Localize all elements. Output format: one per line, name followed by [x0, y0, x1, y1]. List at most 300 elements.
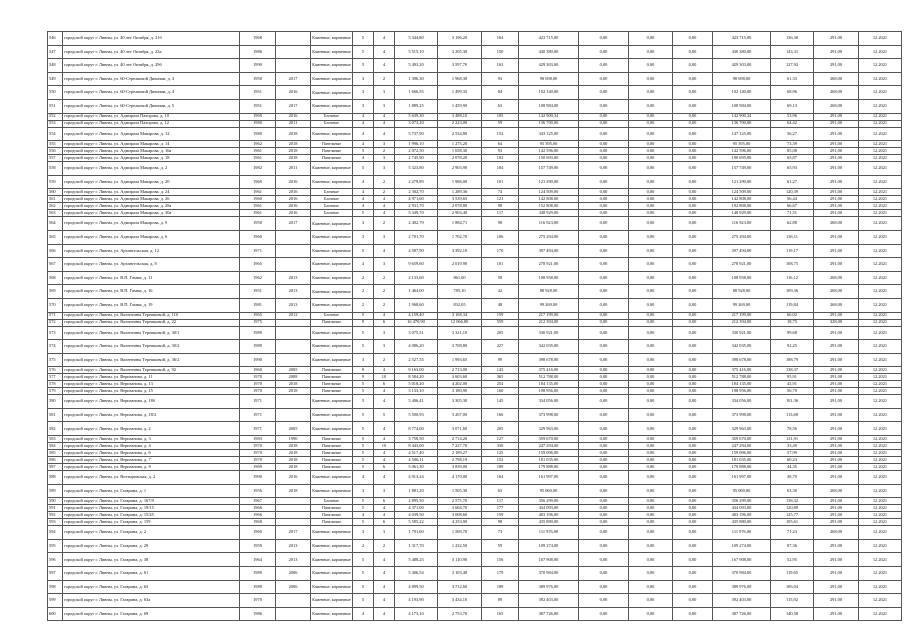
- cost-cell: 429 303,00: [519, 59, 579, 73]
- wall-material-cell: Блочные: [311, 498, 353, 505]
- deadline-cell: 12.2021: [859, 141, 902, 148]
- specific-cost-cell: 136,30: [771, 32, 814, 46]
- deadline-cell: 12.2021: [859, 367, 902, 374]
- zero-cell-2: 0,00: [629, 271, 673, 285]
- entrances-cell: 4: [374, 32, 395, 46]
- cost-cell: 512 788,00: [519, 374, 579, 381]
- floors-cell: 4: [353, 175, 374, 189]
- floors-cell: 5: [353, 519, 374, 526]
- specific-cost-cell: 101,36: [771, 395, 814, 409]
- floors-cell: 3: [353, 99, 374, 113]
- zero-cell-1: 0,00: [579, 141, 629, 148]
- address-cell: городской округ г. Ливны, ул. 40 лет Октября, д. 21б: [63, 32, 240, 46]
- total-area-cell: 16 470,90: [395, 319, 438, 326]
- total-cost-cell: 370 984,00: [713, 567, 771, 581]
- wall-material-cell: Каменные, кирпичные: [311, 258, 353, 272]
- cost-cell: 398 678,00: [519, 353, 579, 367]
- residents-cell: 179: [482, 567, 519, 581]
- cost-cell: 217 199,00: [519, 312, 579, 319]
- wall-material-cell: Панельные: [311, 436, 353, 443]
- wall-material-cell: Каменные, кирпичные: [311, 395, 353, 409]
- cost-cell: 95 060,00: [519, 484, 579, 498]
- residents-cell: 98: [482, 203, 519, 210]
- floors-cell: 4: [353, 120, 374, 127]
- table-row: [48, 505, 902, 512]
- wall-material-cell: Каменные, кирпичные: [311, 230, 353, 244]
- specific-cost-cell: 119,84: [771, 298, 814, 312]
- wall-material-cell: Каменные, кирпичные: [311, 526, 353, 540]
- zero-cell-2: 0,00: [629, 99, 673, 113]
- renovation-year-cell: [276, 519, 311, 526]
- deadline-cell: 12.2021: [859, 505, 902, 512]
- residents-cell: 48: [482, 298, 519, 312]
- total-cost-cell: 329 963,00: [713, 422, 771, 436]
- zero-cell-2: 0,00: [629, 285, 673, 299]
- floors-cell: 2: [353, 285, 374, 299]
- max-fee-cell: 291,00: [814, 471, 859, 485]
- floors-cell: 4: [353, 189, 374, 196]
- entrances-cell: 2: [374, 175, 395, 189]
- renovation-year-cell: 2018: [276, 148, 311, 155]
- total-area-cell: 1 666,55: [395, 86, 438, 100]
- deadline-cell: 12.2021: [859, 162, 902, 176]
- row-number: 579: [48, 388, 63, 395]
- row-number: 547: [48, 45, 63, 59]
- residents-cell: 330: [482, 443, 519, 450]
- zero-cell-2: 0,00: [629, 580, 673, 594]
- address-cell: городской округ г. Ливны, ул. Адмирала Макарова, д. 28а: [63, 203, 240, 210]
- zero-cell-1: 0,00: [579, 607, 629, 621]
- wall-material-cell: Панельные: [311, 381, 353, 388]
- zero-cell-1: 0,00: [579, 189, 629, 196]
- entrances-cell: 2: [374, 271, 395, 285]
- total-cost-cell: 109 274,00: [713, 539, 771, 553]
- max-fee-cell: 291,00: [814, 155, 859, 162]
- row-number: 575: [48, 353, 63, 367]
- cost-cell: 152 808,00: [519, 203, 579, 210]
- zero-cell-2: 0,00: [629, 422, 673, 436]
- living-area-cell: 3 071,60: [438, 422, 482, 436]
- living-area-cell: 1 968,38: [438, 72, 482, 86]
- deadline-cell: 12.2021: [859, 271, 902, 285]
- zero-cell-2: 0,00: [629, 436, 673, 443]
- max-fee-cell: 291,00: [814, 162, 859, 176]
- zero-cell-1: 0,00: [579, 175, 629, 189]
- residents-cell: 117: [482, 210, 519, 217]
- row-number: 580: [48, 395, 63, 409]
- zero-cell-3: 0,00: [673, 141, 713, 148]
- year-built-cell: 1970: [240, 443, 276, 450]
- year-built-cell: 1966: [240, 512, 276, 519]
- total-area-cell: 1 464,00: [395, 285, 438, 299]
- max-fee-cell: 291,00: [814, 210, 859, 217]
- floors-cell: 5: [353, 388, 374, 395]
- entrances-cell: 6: [374, 464, 395, 471]
- specific-cost-cell: 56,44: [771, 196, 814, 203]
- wall-material-cell: Каменные, кирпичные: [311, 32, 353, 46]
- specific-cost-cell: 65,93: [771, 162, 814, 176]
- total-area-cell: 9 163,00: [395, 367, 438, 374]
- zero-cell-2: 0,00: [629, 312, 673, 319]
- cost-cell: 389 976,00: [519, 580, 579, 594]
- deadline-cell: 12.2021: [859, 374, 902, 381]
- address-cell: городской округ г. Ливны, ул. Гагарина, д. 69: [63, 607, 240, 621]
- floors-cell: 5: [353, 395, 374, 409]
- specific-cost-cell: 53,96: [771, 113, 814, 120]
- zero-cell-3: 0,00: [673, 148, 713, 155]
- max-fee-cell: 291,00: [814, 113, 859, 120]
- total-area-cell: 8 584,20: [395, 374, 438, 381]
- deadline-cell: 12.2021: [859, 580, 902, 594]
- zero-cell-3: 0,00: [673, 162, 713, 176]
- cost-cell: 142 808,00: [519, 196, 579, 203]
- zero-cell-2: 0,00: [629, 258, 673, 272]
- table-row: [48, 594, 902, 608]
- address-cell: городской округ г. Ливны, ул. Гагарина, д. 61: [63, 567, 240, 581]
- address-cell: городской округ г. Ливны, ул. Валентины Терешковой, д. 92: [63, 367, 240, 374]
- table-row: [48, 210, 902, 217]
- residents-cell: 189: [482, 464, 519, 471]
- living-area-cell: 3 305,30: [438, 395, 482, 409]
- entrances-cell: 4: [374, 59, 395, 73]
- table-row: [48, 422, 902, 436]
- row-number: 564: [48, 217, 63, 231]
- row-number: 583: [48, 436, 63, 443]
- total-cost-cell: 192 808,00: [713, 203, 771, 210]
- total-area-cell: 2 895,50: [395, 498, 438, 505]
- floors-cell: 3: [353, 217, 374, 231]
- year-built-cell: 1989: [240, 580, 276, 594]
- zero-cell-1: 0,00: [579, 120, 629, 127]
- zero-cell-2: 0,00: [629, 594, 673, 608]
- table-row: [48, 374, 902, 381]
- wall-material-cell: Панельные: [311, 388, 353, 395]
- address-cell: городской округ г. Ливны, ул. Веризанова, д. 18/2: [63, 408, 240, 422]
- row-number: 576: [48, 367, 63, 374]
- entrances-cell: 4: [374, 422, 395, 436]
- wall-material-cell: Каменные, кирпичные: [311, 175, 353, 189]
- cost-cell: 397 494,00: [519, 244, 579, 258]
- renovation-year-cell: 1990: [276, 436, 311, 443]
- max-fee-cell: 268,00: [814, 526, 859, 540]
- zero-cell-2: 0,00: [629, 86, 673, 100]
- zero-cell-2: 0,00: [629, 189, 673, 196]
- specific-cost-cell: 131,91: [771, 436, 814, 443]
- living-area-cell: 2 713,00: [438, 367, 482, 374]
- renovation-year-cell: 2016: [276, 86, 311, 100]
- deadline-cell: 12.2021: [859, 539, 902, 553]
- cost-cell: 198 956,00: [519, 388, 579, 395]
- year-built-cell: 1968: [240, 519, 276, 526]
- row-number: 559: [48, 175, 63, 189]
- entrances-cell: 4: [374, 395, 395, 409]
- address-cell: городской округ г. Ливны, ул. Веризанова, д. 6: [63, 450, 240, 457]
- deadline-cell: 12.2021: [859, 189, 902, 196]
- total-cost-cell: 124 509,00: [713, 189, 771, 196]
- residents-cell: 63: [482, 484, 519, 498]
- entrances-cell: 2: [374, 189, 395, 196]
- cost-cell: 184 135,00: [519, 381, 579, 388]
- zero-cell-2: 0,00: [629, 162, 673, 176]
- table-row: [48, 436, 902, 443]
- zero-cell-3: 0,00: [673, 271, 713, 285]
- renovation-year-cell: [276, 512, 311, 519]
- zero-cell-2: 0,00: [629, 367, 673, 374]
- residents-cell: 177: [482, 505, 519, 512]
- specific-cost-cell: 71,23: [771, 526, 814, 540]
- cost-cell: 121 290,00: [519, 175, 579, 189]
- total-area-cell: 4 587,90: [395, 244, 438, 258]
- wall-material-cell: Панельные: [311, 319, 353, 326]
- total-cost-cell: 98 698,00: [713, 72, 771, 86]
- total-area-cell: 3 758,50: [395, 436, 438, 443]
- deadline-cell: 12.2021: [859, 457, 902, 464]
- table-row: [48, 539, 902, 553]
- zero-cell-3: 0,00: [673, 580, 713, 594]
- year-built-cell: 1986: [240, 607, 276, 621]
- total-area-cell: 4 159,40: [395, 312, 438, 319]
- wall-material-cell: Каменные, кирпичные: [311, 217, 353, 231]
- renovation-year-cell: 2017: [276, 99, 311, 113]
- max-fee-cell: 291,00: [814, 196, 859, 203]
- max-fee-cell: 291,00: [814, 127, 859, 141]
- zero-cell-2: 0,00: [629, 471, 673, 485]
- address-cell: городской округ г. Ливны, ул. Гагарина, д. 2: [63, 526, 240, 540]
- residents-cell: 98: [482, 519, 519, 526]
- renovation-year-cell: 2005: [276, 422, 311, 436]
- residents-cell: 102: [482, 155, 519, 162]
- max-fee-cell: 291,00: [814, 45, 859, 59]
- deadline-cell: 12.2021: [859, 594, 902, 608]
- specific-cost-cell: 43,91: [771, 381, 814, 388]
- total-cost-cell: 429 303,00: [713, 59, 771, 73]
- living-area-cell: 2 189,27: [438, 450, 482, 457]
- table-row: [48, 155, 902, 162]
- deadline-cell: 12.2021: [859, 203, 902, 210]
- zero-cell-2: 0,00: [629, 484, 673, 498]
- wall-material-cell: Каменные, кирпичные: [311, 539, 353, 553]
- table-row: [48, 408, 902, 422]
- entrances-cell: 4: [374, 607, 395, 621]
- address-cell: городской округ г. Ливны, ул. Веризанова, д. 2: [63, 422, 240, 436]
- deadline-cell: 12.2021: [859, 217, 902, 231]
- row-number: 548: [48, 59, 63, 73]
- renovation-year-cell: 2013: [276, 553, 311, 567]
- zero-cell-1: 0,00: [579, 450, 629, 457]
- year-built-cell: 1990: [240, 353, 276, 367]
- specific-cost-cell: 106,04: [771, 580, 814, 594]
- total-cost-cell: 95 060,00: [713, 484, 771, 498]
- total-cost-cell: 387 726,00: [713, 607, 771, 621]
- table-row: [48, 395, 902, 409]
- zero-cell-3: 0,00: [673, 498, 713, 505]
- wall-material-cell: Каменные, кирпичные: [311, 553, 353, 567]
- living-area-cell: 3 604,70: [438, 505, 482, 512]
- zero-cell-3: 0,00: [673, 607, 713, 621]
- specific-cost-cell: 61,33: [771, 72, 814, 86]
- address-cell: городской округ г. Ливны, ул. В.П. Гамма, д. 11: [63, 271, 240, 285]
- entrances-cell: 4: [374, 471, 395, 485]
- total-area-cell: 4 193,90: [395, 594, 438, 608]
- zero-cell-3: 0,00: [673, 353, 713, 367]
- entrances-cell: 3: [374, 340, 395, 354]
- specific-cost-cell: 119,17: [771, 244, 814, 258]
- total-cost-cell: 95 395,00: [713, 141, 771, 148]
- entrances-cell: 3: [374, 155, 395, 162]
- total-area-cell: 1 889,25: [395, 99, 438, 113]
- zero-cell-2: 0,00: [629, 553, 673, 567]
- total-area-cell: 5 488,25: [395, 553, 438, 567]
- deadline-cell: 12.2021: [859, 244, 902, 258]
- entrances-cell: 4: [374, 567, 395, 581]
- cost-cell: 136 700,00: [519, 120, 579, 127]
- zero-cell-2: 0,00: [629, 244, 673, 258]
- zero-cell-1: 0,00: [579, 298, 629, 312]
- total-cost-cell: 111 976,00: [713, 526, 771, 540]
- floors-cell: 4: [353, 196, 374, 203]
- max-fee-cell: 291,00: [814, 32, 859, 46]
- zero-cell-1: 0,00: [579, 567, 629, 581]
- year-built-cell: 1965: [240, 312, 276, 319]
- max-fee-cell: 268,00: [814, 86, 859, 100]
- zero-cell-1: 0,00: [579, 244, 629, 258]
- max-fee-cell: 291,00: [814, 340, 859, 354]
- zero-cell-3: 0,00: [673, 312, 713, 319]
- total-area-cell: 4 039,50: [395, 512, 438, 519]
- address-cell: городской округ г. Ливны, ул. 60-Стрелковой Дивизии, д. 4: [63, 86, 240, 100]
- table-row: [48, 120, 902, 127]
- year-built-cell: 1951: [240, 99, 276, 113]
- specific-cost-cell: 113,68: [771, 408, 814, 422]
- zero-cell-2: 0,00: [629, 526, 673, 540]
- row-number: 599: [48, 594, 63, 608]
- residents-cell: 125: [482, 450, 519, 457]
- total-cost-cell: 88 928,00: [713, 285, 771, 299]
- zero-cell-2: 0,00: [629, 59, 673, 73]
- renovation-year-cell: [276, 340, 311, 354]
- entrances-cell: 2: [374, 217, 395, 231]
- living-area-cell: 2 078,80: [438, 203, 482, 210]
- zero-cell-1: 0,00: [579, 99, 629, 113]
- total-area-cell: 4 913,24: [395, 471, 438, 485]
- living-area-cell: 2 575,70: [438, 498, 482, 505]
- total-area-cell: 1 396,30: [395, 72, 438, 86]
- row-number: 588: [48, 471, 63, 485]
- wall-material-cell: Каменные, кирпичные: [311, 607, 353, 621]
- zero-cell-2: 0,00: [629, 340, 673, 354]
- renovation-year-cell: 2016: [276, 113, 311, 120]
- row-number: 546: [48, 32, 63, 46]
- address-cell: городской округ г. Ливны, ул. Гагарина, д. 19/15: [63, 505, 240, 512]
- specific-cost-cell: 71,51: [771, 210, 814, 217]
- living-area-cell: 2 223,00: [438, 120, 482, 127]
- max-fee-cell: 291,00: [814, 457, 859, 464]
- table-row: [48, 86, 902, 100]
- floors-cell: 5: [353, 498, 374, 505]
- wall-material-cell: Каменные, кирпичные: [311, 271, 353, 285]
- zero-cell-2: 0,00: [629, 120, 673, 127]
- max-fee-cell: 291,00: [814, 539, 859, 553]
- specific-cost-cell: 138,32: [771, 498, 814, 505]
- cost-cell: 181 035,00: [519, 457, 579, 464]
- address-cell: городской округ г. Ливны, ул. Адмирала Макарова, д. 2: [63, 162, 240, 176]
- zero-cell-2: 0,00: [629, 443, 673, 450]
- max-fee-cell: 291,00: [814, 594, 859, 608]
- max-fee-cell: 291,00: [814, 326, 859, 340]
- zero-cell-3: 0,00: [673, 526, 713, 540]
- max-fee-cell: 291,00: [814, 553, 859, 567]
- wall-material-cell: Каменные, кирпичные: [311, 298, 353, 312]
- cost-cell: 334 056,00: [519, 395, 579, 409]
- deadline-cell: 12.2021: [859, 443, 902, 450]
- zero-cell-3: 0,00: [673, 408, 713, 422]
- max-fee-cell: 291,00: [814, 567, 859, 581]
- floors-cell: 4: [353, 141, 374, 148]
- address-cell: городской округ г. Ливны, ул. Веризанова, д. 15: [63, 388, 240, 395]
- year-built-cell: 1982: [240, 162, 276, 176]
- total-area-cell: 3 075,51: [395, 326, 438, 340]
- year-built-cell: 1969: [240, 113, 276, 120]
- total-area-cell: 2 279,89: [395, 175, 438, 189]
- total-cost-cell: 392 403,00: [713, 594, 771, 608]
- year-built-cell: 1975: [240, 319, 276, 326]
- renovation-year-cell: 2013: [276, 539, 311, 553]
- deadline-cell: 12.2021: [859, 471, 902, 485]
- wall-material-cell: Каменные, кирпичные: [311, 353, 353, 367]
- living-area-cell: 3 712,60: [438, 580, 482, 594]
- table-row: [48, 450, 902, 457]
- cost-cell: 373 998,00: [519, 408, 579, 422]
- total-cost-cell: 198 956,00: [713, 388, 771, 395]
- living-area-cell: 1 232,50: [438, 539, 482, 553]
- year-built-cell: 1966: [240, 505, 276, 512]
- cost-cell: 99 269,00: [519, 298, 579, 312]
- max-fee-cell: 291,00: [814, 59, 859, 73]
- entrances-cell: 6: [374, 519, 395, 526]
- residents-cell: 59: [482, 120, 519, 127]
- entrances-cell: 4: [374, 457, 395, 464]
- max-fee-cell: 268,00: [814, 285, 859, 299]
- residents-cell: 254: [482, 381, 519, 388]
- table-row: [48, 162, 902, 176]
- table-row: [48, 230, 902, 244]
- renovation-year-cell: 2017: [276, 72, 311, 86]
- zero-cell-3: 0,00: [673, 113, 713, 120]
- wall-material-cell: Блочные: [311, 113, 353, 120]
- address-cell: городской округ г. Ливны, ул. 40 лет Октября, д. 23а: [63, 45, 240, 59]
- zero-cell-2: 0,00: [629, 127, 673, 141]
- deadline-cell: 12.2021: [859, 498, 902, 505]
- zero-cell-1: 0,00: [579, 32, 629, 46]
- living-area-cell: 3 603,60: [438, 374, 482, 381]
- row-number: 593: [48, 519, 63, 526]
- year-built-cell: 1962: [240, 141, 276, 148]
- total-area-cell: 1 968,60: [395, 298, 438, 312]
- max-fee-cell: 291,00: [814, 519, 859, 526]
- address-cell: городской округ г. Ливны, ул. Веризанова, д. 8: [63, 464, 240, 471]
- row-number: 567: [48, 258, 63, 272]
- address-cell: городской округ г. Ливны, ул. Валентины Терешковой, д. 30/1: [63, 326, 240, 340]
- zero-cell-3: 0,00: [673, 395, 713, 409]
- living-area-cell: 12 066,80: [438, 319, 482, 326]
- residents-cell: 163: [482, 59, 519, 73]
- floors-cell: 4: [353, 113, 374, 120]
- zero-cell-3: 0,00: [673, 217, 713, 231]
- living-area-cell: 3 392,10: [438, 244, 482, 258]
- zero-cell-1: 0,00: [579, 539, 629, 553]
- zero-cell-1: 0,00: [579, 381, 629, 388]
- renovation-year-cell: [276, 594, 311, 608]
